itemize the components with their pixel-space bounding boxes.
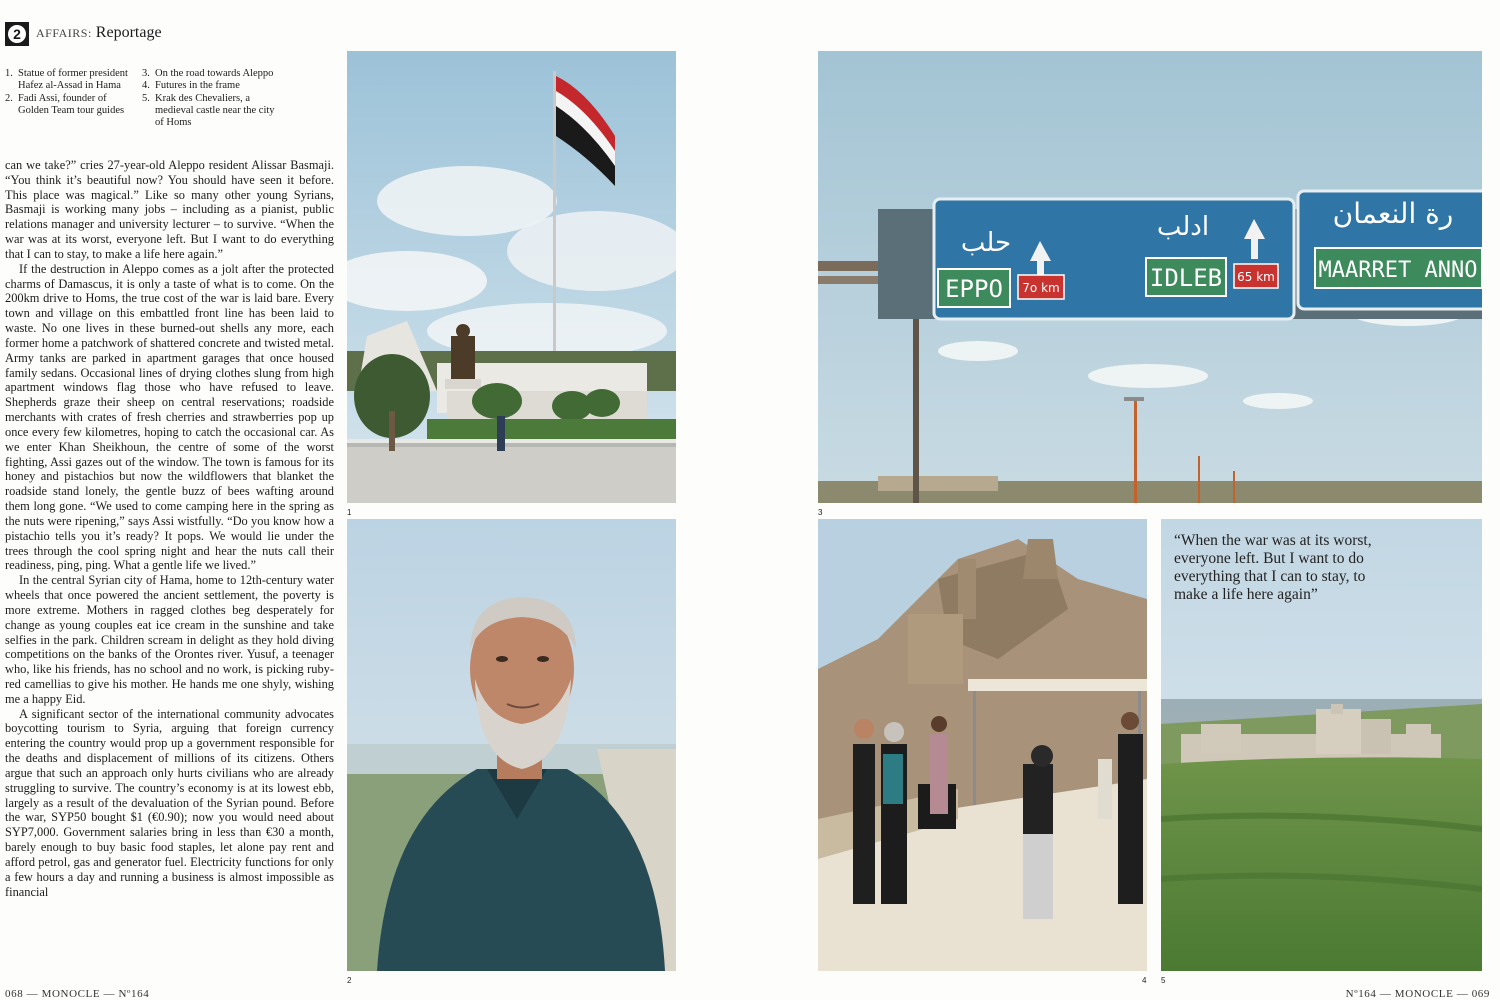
caption-item: 5. Krak des Chevaliers, a medieval castle near the city of Homs	[142, 92, 275, 129]
sign-distance-aleppo: 7o km	[1022, 281, 1060, 295]
photo-number: 4	[1142, 976, 1147, 985]
body-paragraph: If the destruction in Aleppo comes as a jolt after the protected charms of Damascus, it is only a taste of what is to come. On the 200km drive to Homs, the true cost of the war is laid bare. Every town and village on this embattled front line has been laid to waste. No one lives in these burned-out shells any more, each former home a patchwork of shattered concrete and twisted metal. Army tanks are parked in apartment garages that once housed family sedans. Occasional lines of drying clothes slung from high apartment windows flag those who have refused to leave. Shepherds graze their sheep on central reservations; roadside merchants with crates of fresh cherries and strawberries pop up once every few kilometres, hoping to catch the occasional car. As we enter Khan Sheikhoun, the centre of some of the worst fighting, Assi gazes out of the window. The town is famous for its honey and pistachios but now the wildflowers that blanket the roadside stand lonely, the gentle buzz of bees wafting around them long gone. “We used to come camping here in the spring as the nuts were ripening,” says Assi wistfully. “Do you know how a pistachio tells you it’s ready? It pops. We would lie under the trees through the cool spring night and hear the nuts call their readiness, ping, ping. What a gentle life we lived.”	[5, 261, 334, 573]
sign-city-maarret: MAARRET ANNO	[1318, 258, 1478, 283]
sign-city-idleb: IDLEB	[1149, 264, 1223, 292]
folio-right: Nº164 — MONOCLE — 069	[1345, 988, 1490, 1000]
body-paragraph: can we take?” cries 27-year-old Aleppo resident Alissar Basmaji. “You think it’s beautiful now? You should have seen it before. This place was magical.” Like so many other young Syrians, Basmaji is working many jobs – including as a pianist, public relations manager and university lecturer – to survive. “When the war was at its worst, everyone left. But I want to do everything that I can to stay, to make a life here again.”	[5, 158, 334, 261]
body-paragraph: In the central Syrian city of Hama, home to 12th-century water wheels that once powered the ancient settlement, the poverty is more extreme. Mothers in ragged clothes beg desperately for change as young couples eat ice cream in the sunshine and take selfies in the park. Children scream in delight as they hold diving competitions on the banks of the Orontes river. Yusuf, a teenager who, like his friends, has no school and no work, is picking ruby-red camellias to give his mother. He hands me one shyly, wishing me a happy Eid.	[5, 573, 334, 706]
section-title: Reportage	[95, 24, 162, 41]
section-label	[36, 24, 162, 42]
photo-number: 5	[1161, 976, 1166, 985]
article-body	[5, 158, 334, 973]
section-kicker: AFFAIRS:	[36, 26, 92, 40]
body-paragraph: A significant sector of the international community advocates boycotting tourism to Syria, arguing that foreign currency entering the country would prop up a government responsible for the deaths and displacement of millions of its citizens. Others argue that such an approach only hurts civilians who are already struggling to survive. The country’s economy is at its lowest ebb, largely as a result of the devaluation of the Syrian pound. Before the war, SYP50 bought $1 (€0.90); now you would need about SYP7,000. Government salaries bring in less than €30 a month, barely enough to buy basic food staples, let alone pay rent and afford petrol, gas and generator fuel. Electricity functions for only a few hours a day and running a business is almost impossible as financial	[5, 706, 334, 899]
sign-distance-idleb: 65 km	[1237, 270, 1275, 284]
photo-number: 3	[818, 508, 823, 517]
sign-city-aleppo: EPPO	[945, 275, 1003, 303]
section-number: 2	[8, 25, 26, 43]
photo-futures-in-frame	[818, 519, 1147, 971]
folio-left: 068 — MONOCLE — Nº164	[5, 988, 150, 1000]
caption-item: 1. Statue of former president Hafez al-Assad in Hama	[5, 68, 128, 92]
sign-arabic-maarret: رة النعمان	[1332, 197, 1454, 230]
photo-fadi-assi-portrait	[347, 519, 676, 971]
photo-statue-hama	[347, 51, 676, 503]
photo-number: 2	[347, 976, 352, 985]
sign-arabic-aleppo: حلب	[960, 228, 1012, 258]
photo-road-sign-aleppo	[818, 51, 1482, 503]
caption-item: 2. Fadi Assi, founder of Golden Team tour guides	[5, 92, 125, 116]
pull-quote: “When the war was at its worst, everyone left. But I want to do everything that I can to stay, to make a life here again”	[1174, 532, 1372, 603]
photo-number: 1	[347, 508, 352, 517]
captions-col-2	[142, 68, 277, 129]
caption-item: 3. On the road towards Aleppo	[142, 68, 274, 79]
caption-item: 4. Futures in the frame	[142, 80, 240, 92]
captions-col-1	[5, 68, 130, 117]
sign-arabic-idleb: ادلب	[1156, 212, 1210, 242]
